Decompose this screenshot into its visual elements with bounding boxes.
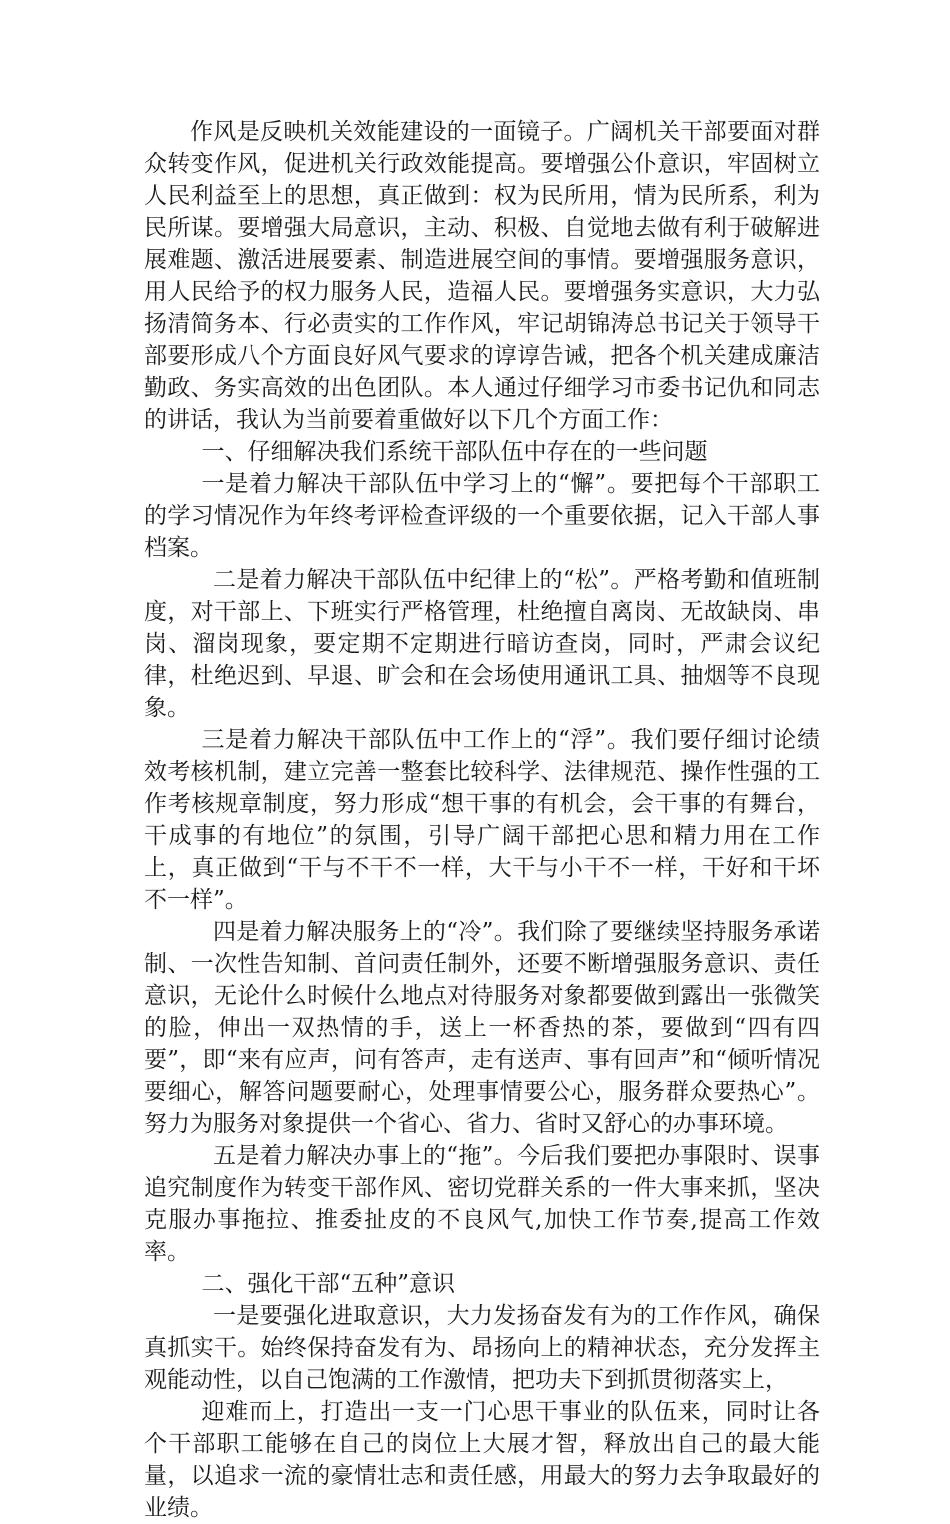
section-heading-1: 一、仔细解决我们系统干部队伍中存在的一些问题 <box>201 439 708 465</box>
point-5-paragraph: 五是着力解决办事上的“拖”。今后我们要把办事限时、误事追究制度作为转变干部作风、密切党群关系的一件大事来抓，坚决克服办事拖拉、推委扯皮的不良风气,加快工作节奏,提高工作效率。 <box>144 1143 820 1265</box>
point-2-paragraph: 二是着力解决干部队伍中纪律上的“松”。严格考勤和值班制度，对干部上、下班实行严格管理，杜绝擅自离岗、无故缺岗、串岗、溜岗现象，要定期不定期进行暗访查岗，同时，严肃会议纪律，杜绝迟到、早退、旷会和在会场使用通讯工具、抽烟等不良现象。 <box>144 567 820 721</box>
awareness-1-paragraph: 一是要强化进取意识，大力发扬奋发有为的工作作风，确保真抓实干。始终保持奋发有为、昂扬向上的精神状态，充分发挥主观能动性，以自己饱满的工作激情，把功夫下到抓贯彻落实上， <box>144 1303 820 1393</box>
intro-paragraph: 作风是反映机关效能建设的一面镜子。广阔机关干部要面对群众转变作风，促进机关行政效能提高。要增强公仆意识，牢固树立人民利益至上的思想，真正做到：权为民所用，情为民所系，利为民所谋。要增强大局意识，主动、积极、自觉地去做有利于破解进展难题、激活进展要素、制造进展空间的事情。要增强服务意识，用人民给予的权力服务人民，造福人民。要增强务实意识，大力弘扬清简务本、行必责实的工作作风，牢记胡锦涛总书记关于领导干部要形成八个方面良好风气要求的谆谆告诫，把各个机关建成廉洁勤政、务实高效的出色团队。本人通过仔细学习市委书记仇和同志的讲话，我认为当前要着重做好以下几个方面工作： <box>144 119 820 433</box>
point-4-paragraph: 四是着力解决服务上的“冷”。我们除了要继续坚持服务承诺制、一次性告知制、首问责任制外，还要不断增强服务意识、责任意识，无论什么时候什么地点对待服务对象都要做到露出一张微笑的脸，伸出一双热情的手，送上一杯香热的茶，要做到“四有四要”，即“来有应声，问有答声，走有送声、事有回声”和“倾听情况要细心，解答问题要耐心，处理事情要公心，服务群众要热心”。努力为服务对象提供一个省心、省力、省时又舒心的办事环境。 <box>144 919 820 1137</box>
point-3-paragraph: 三是着力解决干部队伍中工作上的“浮”。我们要仔细讨论绩效考核机制，建立完善一整套比较科学、法律规范、操作性强的工作考核规章制度，努力形成“想干事的有机会，会干事的有舞台，干成事的有地位”的氛围，引导广阔干部把心思和精力用在工作上，真正做到“干与不干不一样，大干与小干不一样，干好和干坏不一样”。 <box>144 727 820 913</box>
point-1-paragraph: 一是着力解决干部队伍中学习上的“懈”。要把每个干部职工的学习情况作为年终考评检查评级的一个重要依据，记入干部人事档案。 <box>144 471 820 561</box>
continuation-paragraph: 迎难而上，打造出一支一门心思干事业的队伍来，同时让各个干部职工能够在自己的岗位上大展才智，释放出自己的最大能量，以追求一流的豪情壮志和责任感，用最大的努力去争取最好的业绩。 <box>144 1399 820 1521</box>
section-heading-2: 二、强化干部“五种”意识 <box>201 1271 456 1297</box>
document-body <box>144 116 820 1524</box>
